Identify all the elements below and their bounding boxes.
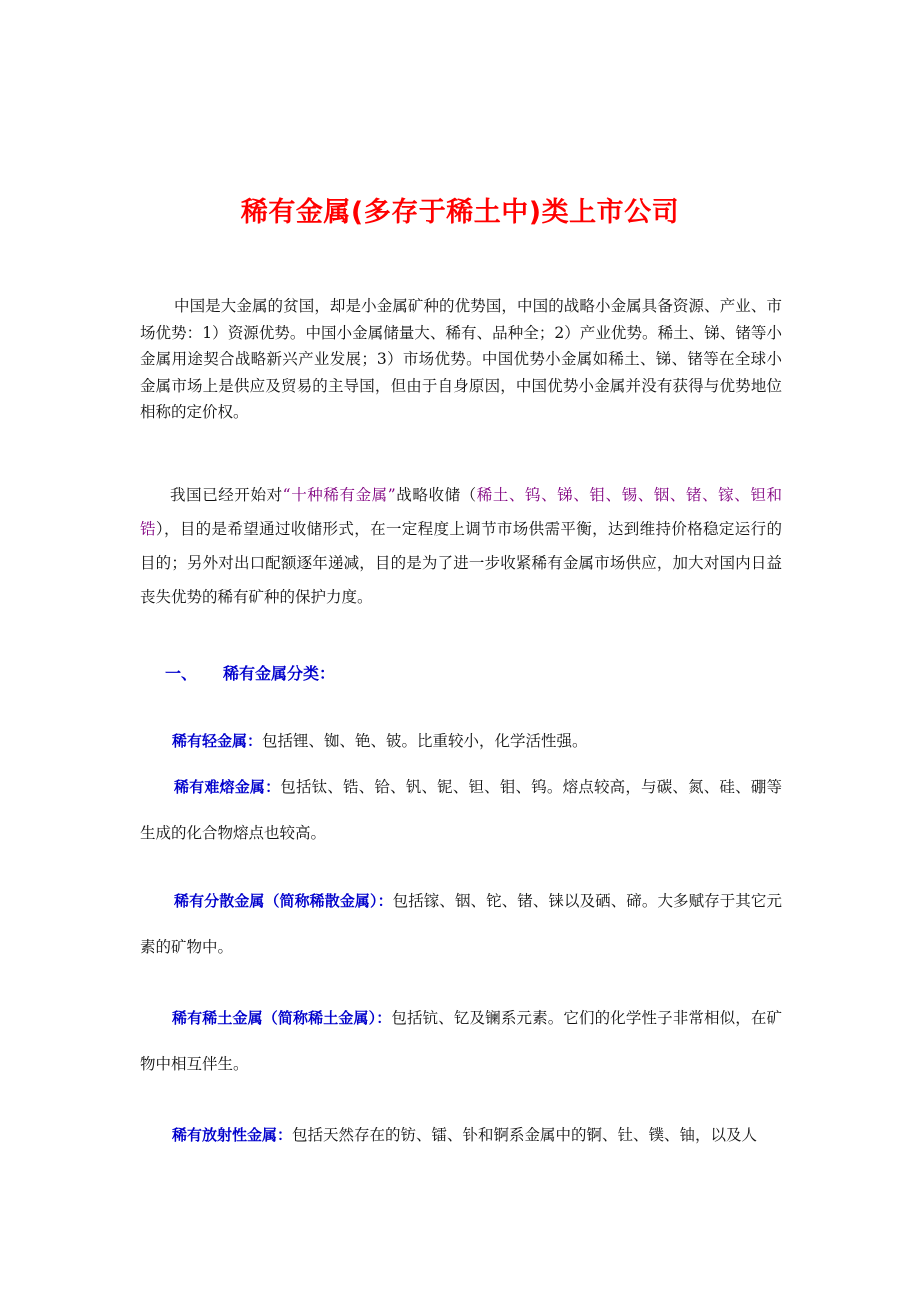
section-heading-text: 稀有金属分类： [223, 664, 336, 683]
section-number: 一、 [165, 664, 198, 683]
category-label: 稀有轻金属： [172, 732, 263, 750]
category-refractory-metals [140, 764, 782, 856]
reserve-text-1: 我国已经开始对 [170, 486, 283, 504]
category-text: 包括天然存在的钫、镭、钋和锕系金属中的锕、钍、镤、铀，以及人 [292, 1126, 758, 1144]
category-label: 稀有难熔金属： [174, 778, 281, 796]
metals-list-highlight: 稀土、钨、锑、钼、锡、铟、锗、镓、钽和锆 [140, 486, 782, 538]
category-text: 包括钛、锆、铪、钒、铌、钽、钼、钨。熔点较高，与碳、氮、硅、硼等生成的化合物熔点也较高。 [140, 778, 782, 842]
category-label: 稀有放射性金属： [172, 1126, 293, 1144]
category-text: 包括锂、铷、铯、铍。比重较小，化学活性强。 [262, 732, 588, 750]
section-heading [165, 661, 335, 684]
category-rare-earth-metals [140, 995, 782, 1087]
ten-metals-highlight: “十种稀有金属” [282, 486, 396, 504]
category-radioactive-metals [140, 1112, 782, 1158]
reserve-paragraph [140, 478, 782, 614]
reserve-text-2: 战略收储（ [395, 486, 477, 504]
category-text: 包括钪、钇及镧系元素。它们的化学性子非常相似，在矿物中相互伴生。 [140, 1009, 782, 1073]
category-label: 稀有分散金属（简称稀散金属）： [174, 892, 393, 910]
category-dispersed-metals [140, 878, 782, 970]
reserve-text-3: ），目的是希望通过收储形式，在一定程度上调节市场供需平衡，达到维持价格稳定运行的目的；另外对出口配额逐年递减，目的是为了进一步收紧稀有金属市场供应，加大对国内日益丧失优势的稀有矿种的保护力度。 [140, 520, 782, 606]
category-text: 包括镓、铟、铊、锗、铼以及硒、碲。大多赋存于其它元素的矿物中。 [140, 892, 782, 956]
document-title: 稀有金属(多存于稀土中)类上市公司 [240, 197, 680, 228]
category-light-metals [140, 718, 782, 764]
category-label: 稀有稀土金属（简称稀土金属）： [172, 1009, 392, 1027]
intro-paragraph: 中国是大金属的贫国，却是小金属矿种的优势国，中国的战略小金属具备资源、产业、市场优势：1）资源优势。中国小金属储量大、稀有、品种全；2）产业优势。稀土、锑、锗等小金属用途契合战略新兴产业发展；3）市场优势。中国优势小金属如稀土、锑、锗等在全球小金属市场上是供应及贸易的主导国，但由于自身原因，中国优势小金属并没有获得与优势地位相称的定价权。 [140, 297, 782, 421]
